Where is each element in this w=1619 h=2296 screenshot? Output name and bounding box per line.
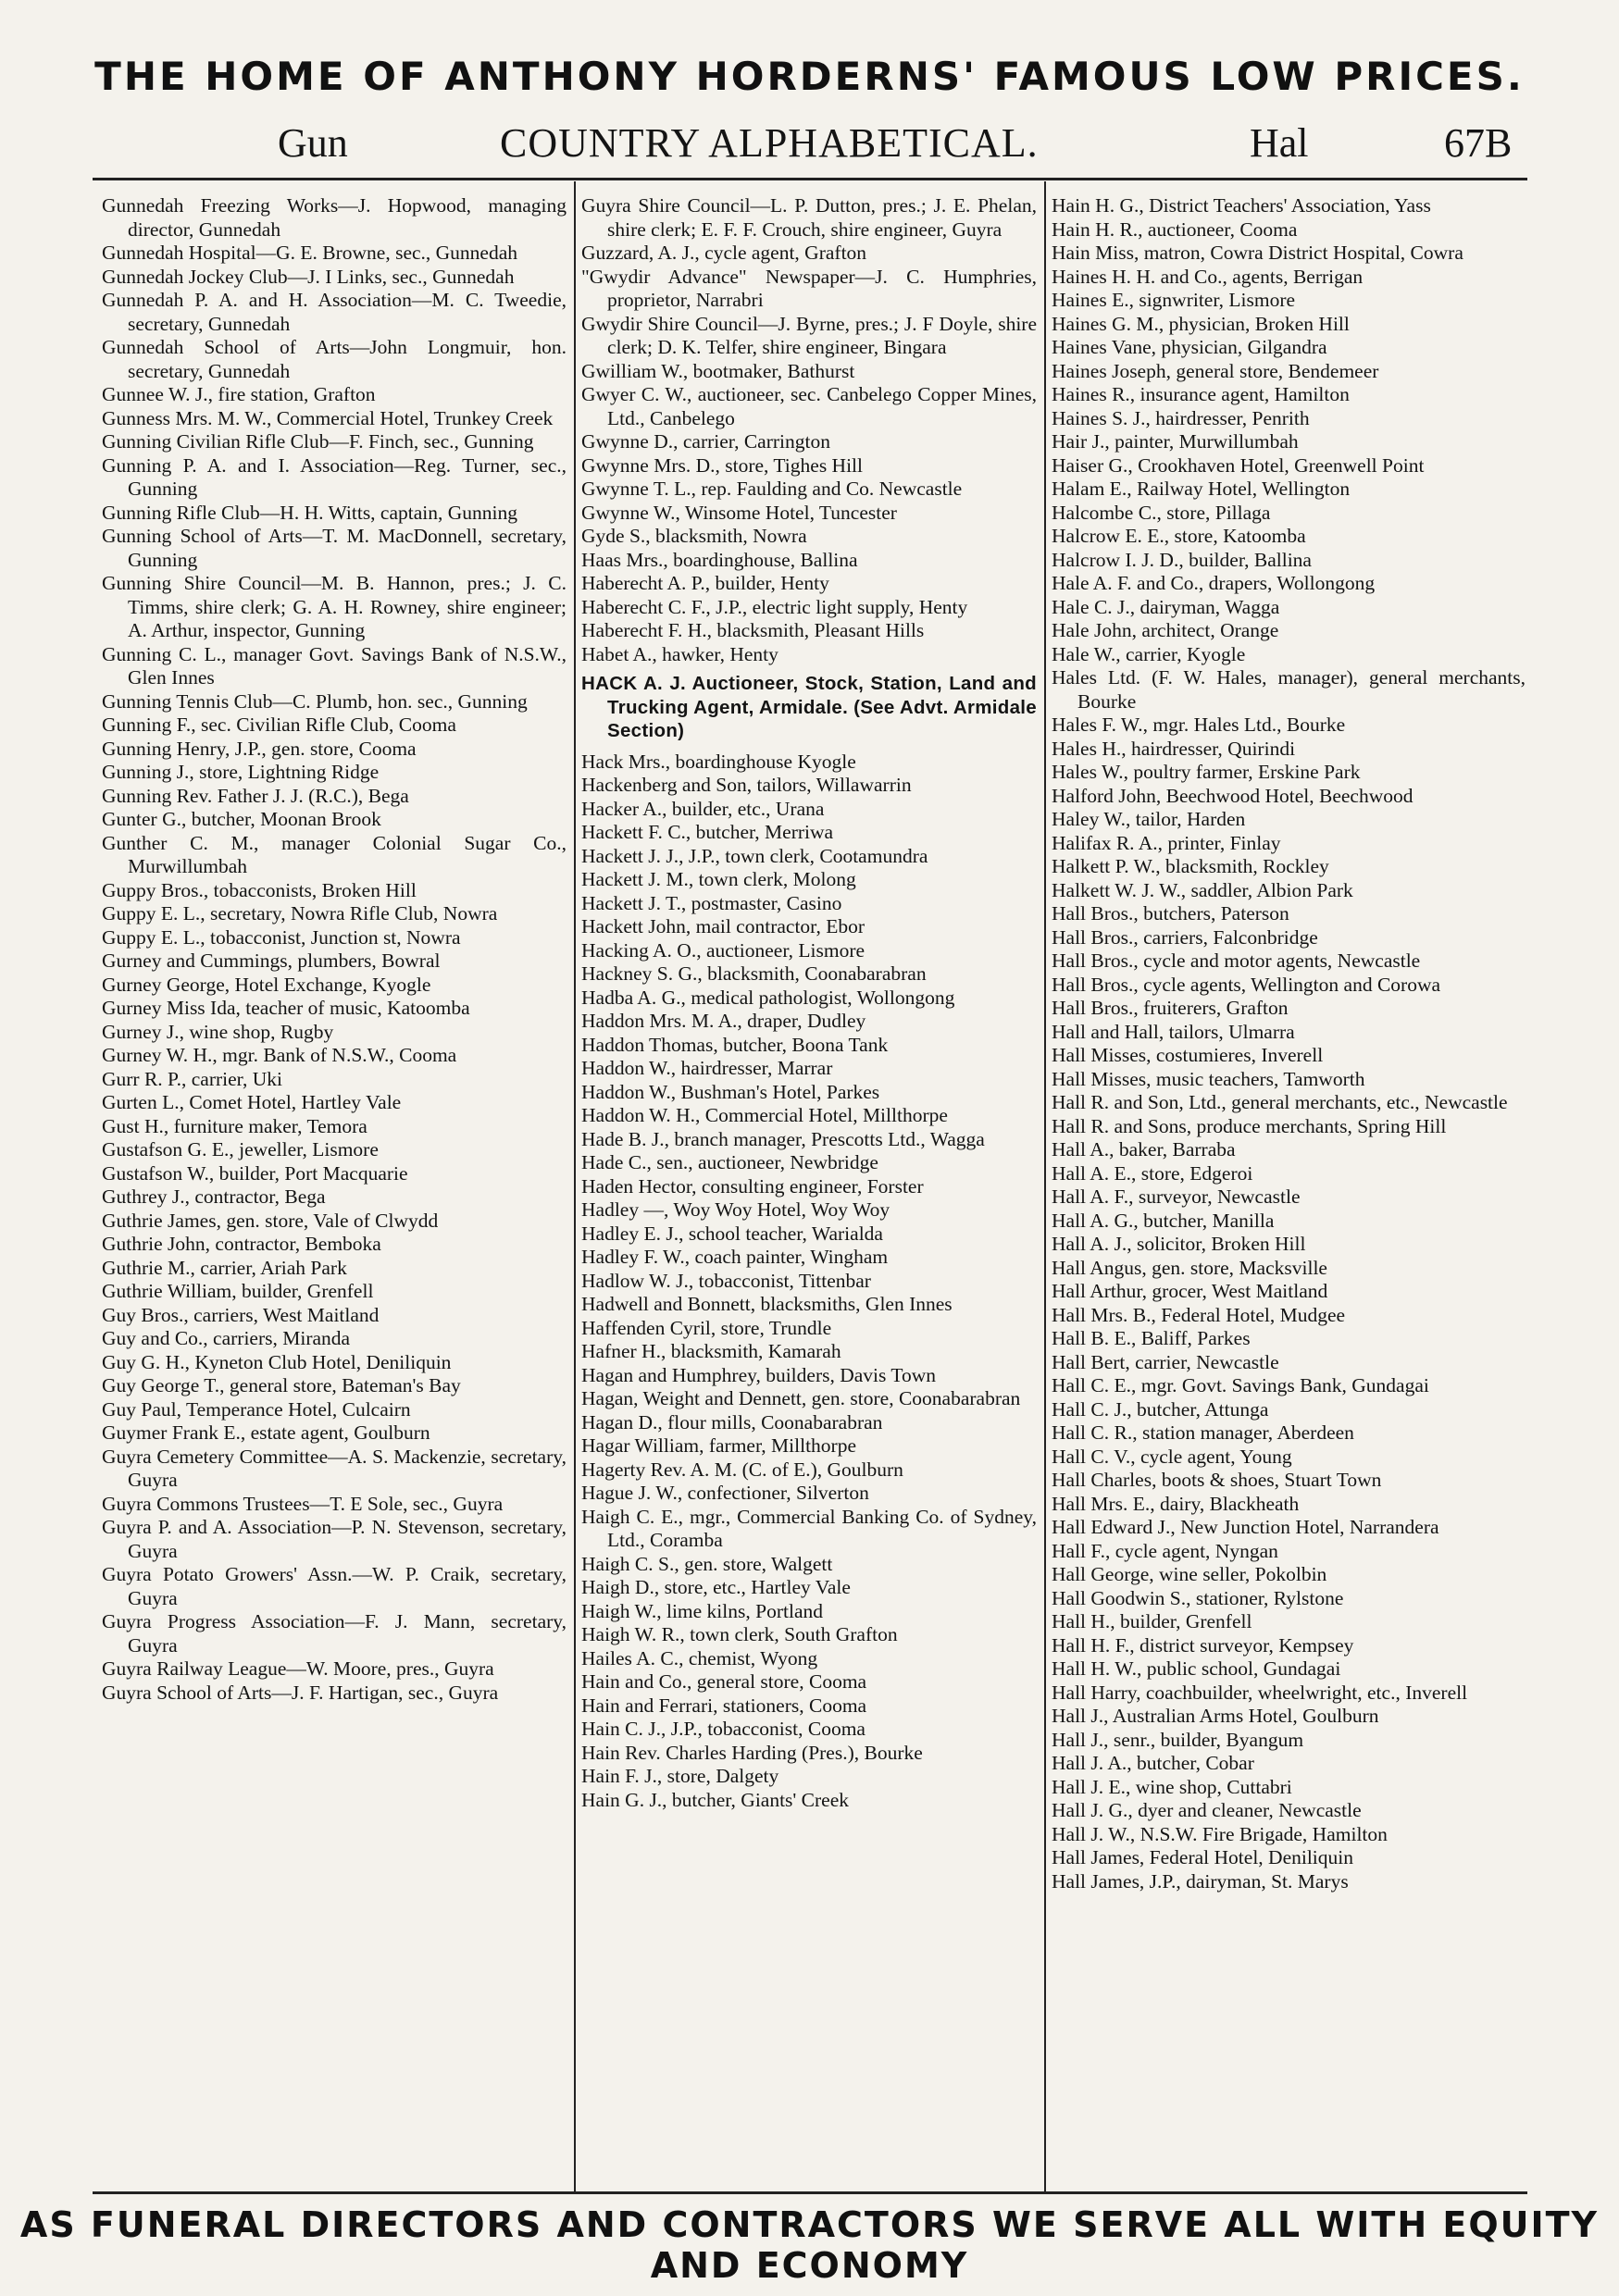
directory-entry: Hall H., builder, Grenfell [1052, 1610, 1252, 1632]
directory-entry: Gunning J., store, Lightning Ridge [102, 761, 380, 783]
directory-entry: Guthrey J., contractor, Bega [102, 1185, 326, 1208]
directory-column-1 [102, 194, 567, 1705]
directory-entry: Hack Mrs., boardinghouse Kyogle [581, 750, 856, 773]
directory-entry: Hall A., baker, Barraba [1052, 1138, 1236, 1160]
directory-entry: Hall Bros., fruiterers, Grafton [1052, 997, 1289, 1019]
directory-entry: Gunning Rev. Father J. J. (R.C.), Bega [102, 784, 409, 807]
directory-entry: Haberecht F. H., blacksmith, Pleasant Hills [581, 619, 925, 641]
directory-entry: Gunness Mrs. M. W., Commercial Hotel, Trunkey Creek [102, 406, 554, 429]
directory-entry: Halcombe C., store, Pillaga [1052, 501, 1271, 524]
directory-entry: Hales F. W., mgr. Hales Ltd., Bourke [1052, 714, 1346, 736]
directory-entry: Hagan and Humphrey, builders, Davis Town [581, 1363, 937, 1386]
directory-entry: Hadley E. J., school teacher, Warialda [581, 1222, 883, 1245]
directory-entry: Hall Bros., butchers, Paterson [1052, 902, 1289, 925]
directory-entry: Gunnedah Freezing Works—J. Hopwood, managing director, Gunnedah [102, 194, 567, 241]
directory-entry: Hall Bros., cycle and motor agents, Newcastle [1052, 949, 1421, 972]
directory-entry: Guthrie John, contractor, Bemboka [102, 1233, 381, 1255]
directory-entry: Hall and Hall, tailors, Ulmarra [1052, 1020, 1295, 1043]
directory-entry: Gwynne T. L., rep. Faulding and Co. Newcastle [581, 478, 963, 500]
running-head-title: COUNTRY ALPHABETICAL. [500, 120, 1039, 166]
directory-entry: Hall Mrs. E., dairy, Blackheath [1052, 1492, 1300, 1515]
directory-entry: Hain C. J., J.P., tobacconist, Cooma [581, 1718, 866, 1740]
directory-entry: Gust H., furniture maker, Temora [102, 1114, 367, 1137]
footer-rule [93, 2191, 1527, 2194]
directory-entry: Gunnee W. J., fire station, Grafton [102, 383, 376, 405]
directory-entry: Gunnedah Hospital—G. E. Browne, sec., Gunnedah [102, 242, 518, 264]
directory-entry: Haigh C. E., mgr., Commercial Banking Co. of Sydney, Ltd., Coramba [581, 1505, 1037, 1551]
directory-entry: Hall J. G., dyer and cleaner, Newcastle [1052, 1799, 1362, 1821]
directory-entry: Gunning F., sec. Civilian Rifle Club, Cooma [102, 714, 456, 736]
directory-entry: Gurney and Cummings, plumbers, Bowral [102, 949, 441, 972]
directory-entry: Hackett J. J., J.P., town clerk, Cootamundra [581, 844, 928, 867]
directory-entry: Hagan, Weight and Dennett, gen. store, Coonabarabran [581, 1387, 1021, 1409]
directory-entry: Gunning P. A. and I. Association—Reg. Turner, sec., Gunning [102, 453, 567, 500]
directory-entry: Hacking A. O., auctioneer, Lismore [581, 938, 866, 962]
directory-entry: HACK A. J. Auctioneer, Stock, Station, Land and Trucking Agent, Armidale. (See Advt. Armidale Section) [581, 673, 1037, 741]
directory-entry: Haines Vane, physician, Gilgandra [1052, 336, 1327, 358]
directory-entry: Hadwell and Bonnett, blacksmiths, Glen Innes [581, 1293, 953, 1315]
directory-entry: Hade B. J., branch manager, Prescotts Ltd., Wagga [581, 1127, 985, 1150]
directory-entry: Hacker A., builder, etc., Urana [581, 797, 825, 820]
directory-entry: Hall A. G., butcher, Manilla [1052, 1209, 1275, 1232]
directory-entry: Hall Bert, carrier, Newcastle [1052, 1350, 1279, 1373]
directory-entry: Hackenberg and Son, tailors, Willawarrin [581, 774, 912, 796]
directory-entry: Haines H. H. and Co., agents, Berrigan [1052, 265, 1364, 288]
directory-entry: Hall J. A., butcher, Cobar [1052, 1752, 1254, 1774]
directory-entry: Hales Ltd. (F. W. Hales, manager), general merchants, Bourke [1052, 666, 1526, 713]
directory-entry: Guyra School of Arts—J. F. Hartigan, sec., Guyra [102, 1681, 499, 1704]
directory-entry: Hall R. and Sons, produce merchants, Spring Hill [1052, 1114, 1447, 1137]
directory-entry: Guyra P. and A. Association—P. N. Stevenson, secretary, Guyra [102, 1516, 567, 1562]
directory-entry: Hall James, J.P., dairyman, St. Marys [1052, 1869, 1349, 1893]
directory-entry: Hall F., cycle agent, Nyngan [1052, 1539, 1278, 1562]
directory-entry: Hale C. J., dairyman, Wagga [1052, 595, 1280, 618]
directory-entry: Hackney S. G., blacksmith, Coonabarabran [581, 962, 927, 985]
directory-entry: Halkett W. J. W., saddler, Albion Park [1052, 878, 1353, 901]
directory-entry: Haberecht C. F., J.P., electric light supply, Henty [581, 595, 968, 618]
directory-entry: Haas Mrs., boardinghouse, Ballina [581, 548, 858, 571]
directory-entry: Haddon Mrs. M. A., draper, Dudley [581, 1010, 866, 1032]
directory-entry: Hall Arthur, grocer, West Maitland [1052, 1280, 1328, 1302]
directory-entry: Guyra Progress Association—F. J. Mann, secretary, Guyra [102, 1610, 567, 1657]
directory-entry: Guymer Frank E., estate agent, Goulburn [102, 1421, 430, 1444]
directory-entry: Guzzard, A. J., cycle agent, Grafton [581, 242, 867, 264]
directory-entry: Guyra Shire Council—L. P. Dutton, pres.; J. E. Phelan, shire clerk; E. F. F. Crouch, shire engineer, Guyra [581, 194, 1037, 241]
directory-entry: Gurney Miss Ida, teacher of music, Katoomba [102, 997, 470, 1019]
column-divider [1044, 181, 1046, 2191]
directory-entry: Hain and Ferrari, stationers, Cooma [581, 1694, 867, 1717]
directory-entry: Guppy Bros., tobacconists, Broken Hill [102, 878, 417, 901]
directory-entry: Hales W., poultry farmer, Erskine Park [1052, 761, 1361, 783]
directory-entry: Hall Angus, gen. store, Macksville [1052, 1256, 1327, 1279]
directory-entry: Hain and Co., general store, Cooma [581, 1670, 867, 1693]
directory-entry: "Gwydir Advance" Newspaper—J. C. Humphries, proprietor, Narrabri [581, 265, 1037, 311]
directory-entry: Hale A. F. and Co., drapers, Wollongong [1052, 572, 1376, 594]
directory-entry: Gwilliam W., bootmaker, Bathurst [581, 359, 855, 382]
directory-entry: Haberecht A. P., builder, Henty [581, 572, 829, 594]
directory-entry: Hain H. G., District Teachers' Association, Yass [1052, 194, 1431, 217]
directory-entry: Gunnedah Jockey Club—J. I Links, sec., Gunnedah [102, 265, 515, 288]
directory-entry: Hade C., sen., auctioneer, Newbridge [581, 1151, 878, 1173]
directory-column-2 [581, 194, 1037, 1812]
directory-entry: Hailes A. C., chemist, Wyong [581, 1646, 818, 1669]
directory-entry: Hall J., senr., builder, Byangum [1052, 1728, 1304, 1751]
directory-entry: Guy G. H., Kyneton Club Hotel, Deniliquin [102, 1350, 452, 1373]
directory-entry: Gurney George, Hotel Exchange, Kyogle [102, 973, 431, 996]
directory-entry: Hall J. E., wine shop, Cuttabri [1052, 1775, 1292, 1798]
directory-entry: Gustafson W., builder, Port Macquarie [102, 1161, 408, 1185]
directory-entry: Hain F. J., store, Dalgety [581, 1765, 779, 1787]
directory-entry: Gunther C. M., manager Colonial Sugar Co., Murwillumbah [102, 831, 567, 877]
directory-entry: Gwynne Mrs. D., store, Tighes Hill [581, 453, 864, 477]
directory-entry: Guppy E. L., tobacconist, Junction st, Nowra [102, 925, 461, 949]
directory-entry: Hadley —, Woy Woy Hotel, Woy Woy [581, 1198, 890, 1221]
directory-entry: Hall C. E., mgr. Govt. Savings Bank, Gundagai [1052, 1374, 1429, 1396]
directory-entry: Hagerty Rev. A. M. (C. of E.), Goulburn [581, 1458, 903, 1481]
directory-entry: Hall C. J., butcher, Attunga [1052, 1397, 1269, 1421]
directory-entry: Gunning Shire Council—M. B. Hannon, pres.; J. C. Timms, shire clerk; G. A. H. Rowney, shire engineer; A. Arthur, inspector, Gunning [102, 572, 567, 641]
directory-entry: Gurten L., Comet Hotel, Hartley Vale [102, 1091, 402, 1113]
directory-entry: Guy George T., general store, Bateman's Bay [102, 1374, 461, 1396]
directory-entry: Hadley F. W., coach painter, Wingham [581, 1246, 889, 1268]
directory-entry: Haigh W. R., town clerk, South Grafton [581, 1623, 898, 1645]
directory-entry: Guppy E. L., secretary, Nowra Rifle Club, Nowra [102, 902, 498, 925]
directory-entry: Haines E., signwriter, Lismore [1052, 289, 1296, 311]
directory-entry: Hain G. J., butcher, Giants' Creek [581, 1788, 850, 1811]
directory-entry: Hain Miss, matron, Cowra District Hospital, Cowra [1052, 242, 1463, 264]
directory-entry: Guyra Potato Growers' Assn.—W. P. Craik, secretary, Guyra [102, 1563, 567, 1609]
running-head-end: Hal [1250, 120, 1309, 166]
directory-entry: Hague J. W., confectioner, Silverton [581, 1482, 869, 1504]
directory-entry: Haines G. M., physician, Broken Hill [1052, 312, 1350, 335]
directory-entry: Hales H., hairdresser, Quirindi [1052, 737, 1296, 760]
directory-entry: Habet A., hawker, Henty [581, 642, 778, 665]
directory-entry: Hall C. R., station manager, Aberdeen [1052, 1421, 1354, 1444]
directory-entry: Gunning Henry, J.P., gen. store, Cooma [102, 737, 417, 760]
directory-entry: Hale John, architect, Orange [1052, 619, 1279, 641]
directory-entry: Gurney J., wine shop, Rugby [102, 1020, 334, 1043]
directory-entry: Haddon Thomas, butcher, Boona Tank [581, 1033, 889, 1056]
directory-entry: Hall Charles, boots & shoes, Stuart Town [1052, 1469, 1382, 1491]
directory-entry: Gwyer C. W., auctioneer, sec. Canbelego Copper Mines, Ltd., Canbelego [581, 383, 1037, 429]
directory-entry: Hadlow W. J., tobacconist, Tittenbar [581, 1269, 871, 1292]
directory-entry: Hall Edward J., New Junction Hotel, Narrandera [1052, 1516, 1439, 1538]
header-banner: THE HOME OF ANTHONY HORDERNS' FAMOUS LOW PRICES. [94, 54, 1525, 99]
directory-entry: Gunnedah School of Arts—John Longmuir, hon. secretary, Gunnedah [102, 336, 567, 382]
directory-entry: Hall R. and Son, Ltd., general merchants, etc., Newcastle [1052, 1091, 1508, 1113]
directory-entry: Hall Bros., carriers, Falconbridge [1052, 925, 1318, 949]
directory-entry: Guy and Co., carriers, Miranda [102, 1327, 351, 1349]
directory-entry: Gwynne W., Winsome Hotel, Tuncester [581, 501, 897, 524]
directory-entry: Halcrow I. J. D., builder, Ballina [1052, 548, 1312, 571]
directory-entry: Haley W., tailor, Harden [1052, 808, 1246, 830]
directory-entry: Gunning Rifle Club—H. H. Witts, captain, Gunning [102, 501, 518, 524]
directory-entry: Hall A. F., surveyor, Newcastle [1052, 1185, 1301, 1208]
directory-entry: Hall B. E., Baliff, Parkes [1052, 1327, 1251, 1349]
directory-entry: Halkett P. W., blacksmith, Rockley [1052, 855, 1329, 877]
directory-entry: Gustafson G. E., jeweller, Lismore [102, 1138, 379, 1160]
directory-entry: Gunning Tennis Club—C. Plumb, hon. sec., Gunning [102, 689, 528, 713]
directory-entry: Guyra Cemetery Committee—A. S. Mackenzie, secretary, Guyra [102, 1445, 567, 1491]
directory-entry: Haines S. J., hairdresser, Penrith [1052, 406, 1310, 429]
directory-entry: Hair J., painter, Murwillumbah [1052, 430, 1299, 453]
directory-entry: Hall Goodwin S., stationer, Rylstone [1052, 1586, 1344, 1609]
footer-banner: AS FUNERAL DIRECTORS AND CONTRACTORS WE SERVE ALL WITH EQUITY AND ECONOMY [19, 2204, 1600, 2286]
directory-entry: Guy Paul, Temperance Hotel, Culcairn [102, 1397, 411, 1421]
directory-entry: Gunning School of Arts—T. M. MacDonnell, secretary, Gunning [102, 525, 567, 571]
directory-entry: Hall Mrs. B., Federal Hotel, Mudgee [1052, 1303, 1346, 1326]
directory-entry: Haigh C. S., gen. store, Walgett [581, 1552, 833, 1575]
directory-entry: Hall C. V., cycle agent, Young [1052, 1445, 1292, 1468]
directory-entry: Hagar William, farmer, Millthorpe [581, 1434, 856, 1457]
directory-entry: Gunnedah P. A. and H. Association—M. C. Tweedie, secretary, Gunnedah [102, 289, 567, 335]
directory-entry: Hackett John, mail contractor, Ebor [581, 915, 866, 937]
directory-entry: Hall J., Australian Arms Hotel, Goulburn [1052, 1705, 1379, 1727]
directory-entry: Hackett J. T., postmaster, Casino [581, 891, 842, 914]
directory-entry: Halcrow E. E., store, Katoomba [1052, 525, 1306, 547]
directory-entry: Hall H. F., district surveyor, Kempsey [1052, 1633, 1354, 1657]
directory-entry: Gunning C. L., manager Govt. Savings Bank of N.S.W., Glen Innes [102, 642, 567, 689]
directory-entry: Halam E., Railway Hotel, Wellington [1052, 478, 1351, 500]
column-divider [574, 181, 576, 2191]
directory-entry: Haigh W., lime kilns, Portland [581, 1599, 823, 1622]
directory-entry: Guthrie M., carrier, Ariah Park [102, 1256, 347, 1279]
directory-entry: Hall J. W., N.S.W. Fire Brigade, Hamilton [1052, 1822, 1388, 1845]
directory-entry: Guthrie James, gen. store, Vale of Clwydd [102, 1209, 439, 1232]
directory-entry: Haffenden Cyril, store, Trundle [581, 1316, 832, 1339]
directory-entry: Gwynne D., carrier, Carrington [581, 430, 830, 453]
directory-entry: Hall Misses, costumieres, Inverell [1052, 1044, 1324, 1066]
directory-entry: Gwydir Shire Council—J. Byrne, pres.; J. F Doyle, shire clerk; D. K. Telfer, shire engineer, Bingara [581, 312, 1037, 358]
running-head-start: Gun [278, 120, 348, 166]
directory-entry: Haddon W., Bushman's Hotel, Parkes [581, 1080, 880, 1103]
directory-entry: Hall Bros., cycle agents, Wellington and Corowa [1052, 973, 1441, 996]
directory-entry: Haiser G., Crookhaven Hotel, Greenwell Point [1052, 453, 1425, 477]
directory-column-3 [1052, 194, 1526, 1893]
directory-entry: Haines Joseph, general store, Bendemeer [1052, 359, 1379, 382]
directory-entry: Halifax R. A., printer, Finlay [1052, 831, 1281, 854]
directory-entry: Hain H. R., auctioneer, Cooma [1052, 217, 1298, 241]
directory-entry: Haines R., insurance agent, Hamilton [1052, 383, 1350, 405]
directory-entry: Hall Misses, music teachers, Tamworth [1052, 1067, 1365, 1090]
directory-entry: Gyde S., blacksmith, Nowra [581, 525, 807, 547]
directory-entry: Hall H. W., public school, Gundagai [1052, 1657, 1341, 1680]
directory-entry: Hadba A. G., medical pathologist, Wollongong [581, 986, 955, 1009]
directory-entry: Hackett F. C., butcher, Merriwa [581, 821, 834, 843]
directory-entry: Haden Hector, consulting engineer, Forster [581, 1174, 924, 1198]
directory-entry: Guy Bros., carriers, West Maitland [102, 1303, 380, 1326]
directory-entry: Haddon W., hairdresser, Marrar [581, 1057, 833, 1079]
directory-entry: Hall Harry, coachbuilder, wheelwright, etc., Inverell [1052, 1681, 1468, 1704]
directory-entry: Guthrie William, builder, Grenfell [102, 1280, 374, 1302]
directory-entry: Gurr R. P., carrier, Uki [102, 1067, 282, 1090]
directory-entry: Guyra Commons Trustees—T. E Sole, sec., Guyra [102, 1492, 504, 1515]
directory-entry: Hain Rev. Charles Harding (Pres.), Bourke [581, 1741, 923, 1764]
directory-entry: Hall James, Federal Hotel, Deniliquin [1052, 1846, 1354, 1868]
directory-entry: Hafner H., blacksmith, Kamarah [581, 1340, 841, 1362]
running-head [102, 117, 1527, 170]
directory-entry: Hall George, wine seller, Pokolbin [1052, 1563, 1327, 1585]
directory-entry: Gurney W. H., mgr. Bank of N.S.W., Cooma [102, 1044, 457, 1066]
directory-entry: Hagan D., flour mills, Coonabarabran [581, 1410, 883, 1433]
directory-entry: Gunning Civilian Rifle Club—F. Finch, sec., Gunning [102, 430, 534, 453]
directory-entry: Haigh D., store, etc., Hartley Vale [581, 1576, 851, 1598]
directory-entry: Gunter G., butcher, Moonan Brook [102, 808, 381, 830]
header-rule [93, 178, 1527, 180]
directory-entry: Guyra Railway League—W. Moore, pres., Guyra [102, 1657, 494, 1680]
directory-entry: Hackett J. M., town clerk, Molong [581, 868, 856, 890]
directory-entry: Hall A. J., solicitor, Broken Hill [1052, 1233, 1306, 1255]
directory-entry: Halford John, Beechwood Hotel, Beechwood [1052, 784, 1414, 807]
directory-entry: Hall A. E., store, Edgeroi [1052, 1161, 1253, 1185]
directory-entry: Hale W., carrier, Kyogle [1052, 642, 1246, 665]
page-number: 67B [1444, 120, 1513, 166]
directory-entry: Haddon W. H., Commercial Hotel, Millthorpe [581, 1104, 948, 1126]
